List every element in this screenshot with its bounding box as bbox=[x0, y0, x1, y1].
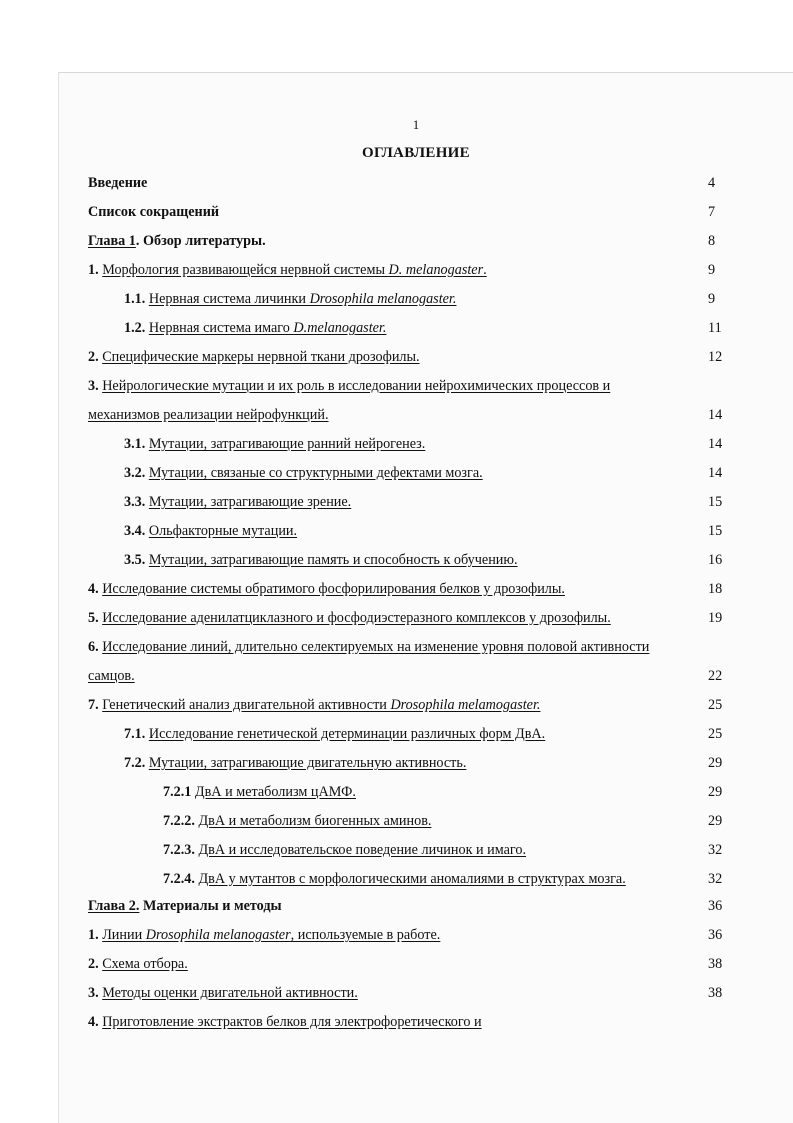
page-ref: 9 bbox=[708, 262, 716, 278]
entry-link[interactable]: Нервная система личинки Drosophila melanogaster. bbox=[148, 291, 457, 307]
entry-title: 7.2.4. ДвА у мутантов с морфологическими аномалиями в структурах мозга. bbox=[163, 871, 626, 887]
page-ref: 7 bbox=[708, 204, 716, 220]
entry-link[interactable]: Исследование системы обратимого фосфорилирования белков у дрозофилы. bbox=[102, 581, 565, 597]
toc-entry-3-5[interactable] bbox=[0, 550, 793, 570]
entry-link[interactable]: Линии Drosophila melanogaster, используемые в работе. bbox=[102, 927, 441, 943]
page-ref: 18 bbox=[708, 581, 723, 597]
entry-link[interactable]: Ольфакторные мутации. bbox=[148, 523, 298, 539]
entry-link[interactable]: Мутации, затрагивающие память и способность к обучению. bbox=[148, 552, 518, 568]
entry-link[interactable]: Генетический анализ двигательной активности Drosophila melamogaster. bbox=[102, 697, 541, 713]
entry-title: 3.5. Мутации, затрагивающие память и способность к обучению. bbox=[124, 552, 518, 568]
toc-entry-3-line1[interactable] bbox=[0, 376, 793, 396]
toc-entry-6-line1[interactable] bbox=[0, 637, 793, 657]
chapter-link[interactable]: Глава 2. bbox=[88, 898, 140, 914]
entry-link[interactable]: Мутации, связаные со структурными дефектами мозга. bbox=[148, 465, 483, 481]
page-ref: 14 bbox=[708, 436, 723, 452]
entry-title: Введение bbox=[88, 175, 148, 191]
entry-title: 1.2. Нервная система имаго D.melanogaster. bbox=[124, 320, 387, 336]
entry-link[interactable]: Исследование генетической детерминации различных форм ДвА. bbox=[148, 726, 546, 742]
toc-entry-chapter-2[interactable] bbox=[0, 896, 793, 916]
toc-entry-7-2-1[interactable] bbox=[0, 782, 793, 802]
entry-title: 4. Исследование системы обратимого фосфорилирования белков у дрозофилы. bbox=[88, 581, 565, 597]
entry-title: 7.2.2. ДвА и метаболизм биогенных аминов. bbox=[163, 813, 432, 829]
toc-entry-vvedenie[interactable] bbox=[0, 173, 793, 193]
page-ref: 29 bbox=[708, 813, 723, 829]
toc-entry-7-2-2[interactable] bbox=[0, 811, 793, 831]
entry-link[interactable]: ДвА и исследовательское поведение личинок и имаго. bbox=[198, 842, 527, 858]
toc-entry-methods-1[interactable] bbox=[0, 925, 793, 945]
page-ref: 32 bbox=[708, 871, 723, 887]
page-ref: 29 bbox=[708, 784, 723, 800]
entry-link[interactable]: Исследование линий, длительно селектируемых на изменение уровня половой активности bbox=[102, 639, 650, 655]
toc-entry-1[interactable] bbox=[0, 260, 793, 280]
entry-link[interactable]: Мутации, затрагивающие ранний нейрогенез. bbox=[148, 436, 426, 452]
page-ref: 38 bbox=[708, 985, 723, 1001]
entry-title: 7.1. Исследование генетической детерминации различных форм ДвА. bbox=[124, 726, 546, 742]
entry-title: 7.2.3. ДвА и исследовательское поведение личинок и имаго. bbox=[163, 842, 527, 858]
toc-entry-7[interactable] bbox=[0, 695, 793, 715]
page-title: ОГЛАВЛЕНИЕ bbox=[362, 145, 470, 161]
entry-link[interactable]: ДвА и метаболизм цАМФ. bbox=[194, 784, 356, 800]
toc-entry-1-1[interactable] bbox=[0, 289, 793, 309]
toc-entry-abbreviations[interactable] bbox=[0, 202, 793, 222]
entry-title: 3.2. Мутации, связаные со структурными дефектами мозга. bbox=[124, 465, 483, 481]
entry-link[interactable]: ДвА и метаболизм биогенных аминов. bbox=[198, 813, 432, 829]
entry-title: 3.3. Мутации, затрагивающие зрение. bbox=[124, 494, 352, 510]
entry-link[interactable]: ДвА у мутантов с морфологическими аномалиями в структурах мозга. bbox=[198, 871, 626, 887]
entry-link[interactable]: Исследование аденилатциклазного и фосфодиэстеразного комплексов у дрозофилы. bbox=[102, 610, 611, 626]
page-ref: 8 bbox=[708, 233, 716, 249]
page-ref: 16 bbox=[708, 552, 723, 568]
entry-link[interactable]: Нейрологические мутации и их роль в исследовании нейрохимических процессов и bbox=[102, 378, 611, 394]
toc-entry-3-1[interactable] bbox=[0, 434, 793, 454]
page-ref: 19 bbox=[708, 610, 723, 626]
page-ref: 9 bbox=[708, 291, 716, 307]
entry-link[interactable]: механизмов реализации нейрофункций. bbox=[88, 407, 329, 423]
entry-link[interactable]: Мутации, затрагивающие двигательную активность. bbox=[148, 755, 467, 771]
page-ref: 15 bbox=[708, 494, 723, 510]
page-ref: 12 bbox=[708, 349, 723, 365]
page-number: 1 bbox=[412, 117, 420, 132]
entry-link[interactable]: Приготовление экстрактов белков для электрофоретического и bbox=[102, 1014, 482, 1030]
toc-entry-methods-2[interactable] bbox=[0, 954, 793, 974]
toc-entry-4[interactable] bbox=[0, 579, 793, 599]
page-ref: 38 bbox=[708, 956, 723, 972]
entry-title: 3.1. Мутации, затрагивающие ранний нейрогенез. bbox=[124, 436, 426, 452]
toc-entry-2[interactable] bbox=[0, 347, 793, 367]
toc-entry-1-2[interactable] bbox=[0, 318, 793, 338]
entry-link[interactable]: Мутации, затрагивающие зрение. bbox=[148, 494, 352, 510]
entry-title: 7. Генетический анализ двигательной активности Drosophila melamogaster. bbox=[88, 697, 541, 713]
toc-entry-7-2-3[interactable] bbox=[0, 840, 793, 860]
toc-entry-7-2-4[interactable] bbox=[0, 869, 793, 889]
page-ref: 36 bbox=[708, 927, 723, 943]
entry-link[interactable]: самцов. bbox=[88, 668, 135, 684]
page-ref: 25 bbox=[708, 726, 723, 742]
toc-entry-5[interactable] bbox=[0, 608, 793, 628]
page-ref: 14 bbox=[708, 465, 723, 481]
entry-title: 3.4. Ольфакторные мутации. bbox=[124, 523, 298, 539]
entry-link[interactable]: Морфология развивающейся нервной системы D. melanogaster. bbox=[102, 262, 487, 278]
entry-title: 7.2. Мутации, затрагивающие двигательную активность. bbox=[124, 755, 467, 771]
entry-title: 6. Исследование линий, длительно селектируемых на изменение уровня половой активности bbox=[88, 639, 650, 655]
entry-link[interactable]: Специфические маркеры нервной ткани дрозофилы. bbox=[102, 349, 420, 365]
toc-entry-methods-3[interactable] bbox=[0, 983, 793, 1003]
toc-entry-7-2[interactable] bbox=[0, 753, 793, 773]
page-ref: 32 bbox=[708, 842, 723, 858]
chapter-link[interactable]: Глава 1 bbox=[88, 233, 136, 249]
entry-title: 5. Исследование аденилатциклазного и фосфодиэстеразного комплексов у дрозофилы. bbox=[88, 610, 611, 626]
entry-title: 2. Специфические маркеры нервной ткани дрозофилы. bbox=[88, 349, 420, 365]
page-ref: 15 bbox=[708, 523, 723, 539]
toc-entry-6-line2[interactable] bbox=[0, 666, 793, 686]
toc-entry-3-2[interactable] bbox=[0, 463, 793, 483]
page-ref: 25 bbox=[708, 697, 723, 713]
page-ref: 36 bbox=[708, 898, 723, 914]
entry-link[interactable]: Нервная система имаго D.melanogaster. bbox=[148, 320, 387, 336]
page-ref: 29 bbox=[708, 755, 723, 771]
entry-title: 1. Морфология развивающейся нервной системы D. melanogaster. bbox=[88, 262, 487, 278]
entry-title: 1. Линии Drosophila melanogaster, используемые в работе. bbox=[88, 927, 441, 943]
entry-title: Список сокращений bbox=[88, 204, 220, 220]
entry-title: 2. Схема отбора. bbox=[88, 956, 188, 972]
toc-entry-3-4[interactable] bbox=[0, 521, 793, 541]
page-ref: 4 bbox=[708, 175, 716, 191]
entry-title: 1.1. Нервная система личинки Drosophila melanogaster. bbox=[124, 291, 457, 307]
toc-entry-3-3[interactable] bbox=[0, 492, 793, 512]
toc-entry-chapter-1[interactable] bbox=[0, 231, 793, 251]
entry-title: Глава 2. Материалы и методы bbox=[88, 898, 282, 914]
toc-entry-methods-4[interactable] bbox=[0, 1012, 793, 1032]
entry-link[interactable]: Схема отбора. bbox=[102, 956, 188, 972]
entry-link[interactable]: Методы оценки двигательной активности. bbox=[102, 985, 358, 1001]
page-ref: 11 bbox=[708, 320, 722, 336]
entry-title: 4. Приготовление экстрактов белков для электрофоретического и bbox=[88, 1014, 482, 1030]
entry-title: 7.2.1 ДвА и метаболизм цАМФ. bbox=[163, 784, 356, 800]
page-ref: 14 bbox=[708, 407, 723, 423]
page-ref: 22 bbox=[708, 668, 723, 684]
entry-title: 3. Нейрологические мутации и их роль в исследовании нейрохимических процессов и bbox=[88, 378, 611, 394]
toc-entry-3-line2[interactable] bbox=[0, 405, 793, 425]
toc-entry-7-1[interactable] bbox=[0, 724, 793, 744]
entry-title: Глава 1. Обзор литературы. bbox=[88, 233, 266, 249]
entry-title: 3. Методы оценки двигательной активности. bbox=[88, 985, 358, 1001]
